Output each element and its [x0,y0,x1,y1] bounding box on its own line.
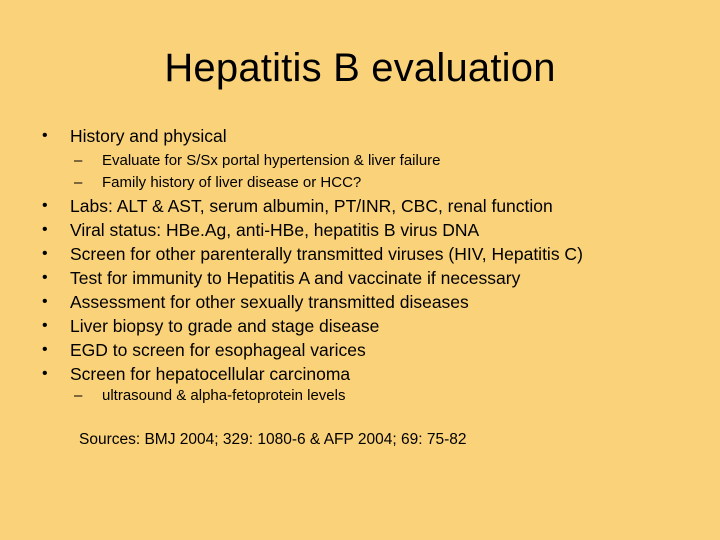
list-item-text: EGD to screen for esophageal varices [70,340,366,360]
list-item-text: History and physical [70,126,227,146]
bullet-marker: • [42,341,48,358]
slide-title: Hepatitis B evaluation [164,46,556,90]
bullet-marker: • [42,293,48,310]
dash-marker: – [74,387,83,404]
list-item-text: Labs: ALT & AST, serum albumin, PT/INR, CBC, renal function [70,196,553,216]
bullet-marker: • [42,365,48,382]
dash-marker: – [74,174,83,191]
dash-marker: – [74,152,83,169]
bullet-marker: • [42,127,48,144]
sources-citation: Sources: BMJ 2004; 329: 1080-6 & AFP 2004; 69: 75-82 [79,431,467,448]
list-item-text: Assessment for other sexually transmitted diseases [70,292,469,312]
bullet-marker: • [42,221,48,238]
list-item-text: Screen for other parenterally transmitted viruses (HIV, Hepatitis C) [70,244,583,264]
list-item-text: Viral status: HBe.Ag, anti-HBe, hepatitis B virus DNA [70,220,480,240]
list-item-text: Liver biopsy to grade and stage disease [70,316,380,336]
sub-list-item-text: ultrasound & alpha-fetoprotein levels [102,387,346,404]
bullet-marker: • [42,197,48,214]
list-item-text: Screen for hepatocellular carcinoma [70,364,351,384]
sub-list-item-text: Evaluate for S/Sx portal hypertension & liver failure [102,152,441,169]
bullet-marker: • [42,317,48,334]
sub-list-item-text: Family history of liver disease or HCC? [102,174,362,191]
bullet-marker: • [42,269,48,286]
list-item-text: Test for immunity to Hepatitis A and vaccinate if necessary [70,268,521,288]
bullet-marker: • [42,245,48,262]
